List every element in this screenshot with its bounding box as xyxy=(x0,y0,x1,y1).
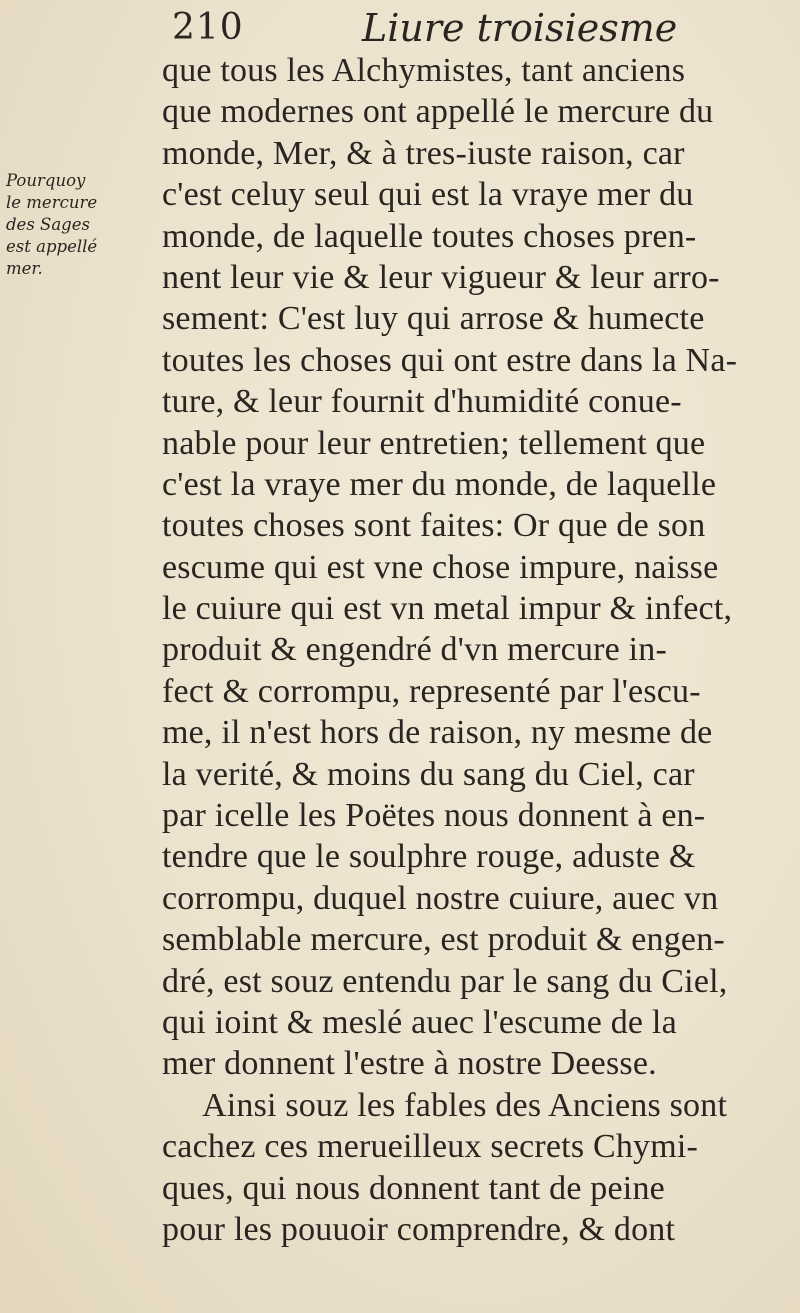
text-line: ques, qui nous donnent tant de peine xyxy=(162,1169,665,1207)
text-line: nent leur vie & leur vigueur & leur arro- xyxy=(162,258,720,296)
text-line: produit & engendré d'vn mercure in- xyxy=(162,631,668,669)
margin-note-line: mer. xyxy=(6,259,43,278)
margin-note-line: Pourquoy xyxy=(6,171,86,190)
text-line: escume qui est vne chose impure, naisse xyxy=(162,548,719,586)
text-line: monde, de laquelle toutes choses pren- xyxy=(162,217,697,255)
text-line: semblable mercure, est produit & engen- xyxy=(162,921,725,959)
text-line: Ainsi souz les fables des Anciens sont xyxy=(202,1086,728,1124)
body-text xyxy=(162,50,792,1250)
text-line: par icelle les Poëtes nous donnent à en- xyxy=(162,797,706,835)
text-line: corrompu, duquel nostre cuiure, auec vn xyxy=(162,879,719,917)
text-line: que tous les Alchymistes, tant anciens xyxy=(162,52,686,89)
page-number: 210 xyxy=(172,7,244,48)
text-line: que modernes ont appellé le mercure du xyxy=(162,93,714,131)
text-line: monde, Mer, & à tres-iuste raison, car xyxy=(162,134,685,172)
margin-note-line: est appellé xyxy=(6,237,98,256)
margin-note-line: des Sages xyxy=(6,215,90,234)
text-line: mer donnent l'estre à nostre Deesse. xyxy=(162,1045,657,1083)
text-line: me, il n'est hors de raison, ny mesme de xyxy=(162,714,713,752)
text-line: tendre que le soulphre rouge, aduste & xyxy=(162,838,696,876)
text-line: pour les pouuoir comprendre, & dont xyxy=(162,1210,676,1248)
text-line: dré, est souz entendu par le sang du Ciel, xyxy=(162,962,728,1000)
text-line: la verité, & moins du sang du Ciel, car xyxy=(162,755,695,793)
text-line: c'est la vraye mer du monde, de laquelle xyxy=(162,465,717,503)
text-line: cachez ces merueilleux secrets Chymi- xyxy=(162,1128,699,1166)
text-line: toutes choses sont faites: Or que de son xyxy=(162,507,706,545)
text-line: le cuiure qui est vn metal impur & infect, xyxy=(162,590,733,628)
text-line: fect & corrompu, representé par l'escu- xyxy=(162,672,701,710)
page-header xyxy=(172,4,772,52)
text-line: toutes les choses qui ont estre dans la Na- xyxy=(162,341,738,379)
running-head: Liure troisiesme xyxy=(362,6,678,50)
text-line: ture, & leur fournit d'humidité conue- xyxy=(162,383,682,421)
text-line: c'est celuy seul qui est la vraye mer du xyxy=(162,176,694,214)
margin-note-line: le mercure xyxy=(6,193,98,212)
margin-note xyxy=(6,170,156,280)
text-line: qui ioint & meslé auec l'escume de la xyxy=(162,1003,677,1041)
text-line: nable pour leur entretien; tellement que xyxy=(162,424,706,462)
text-line: sement: C'est luy qui arrose & humecte xyxy=(162,300,705,338)
